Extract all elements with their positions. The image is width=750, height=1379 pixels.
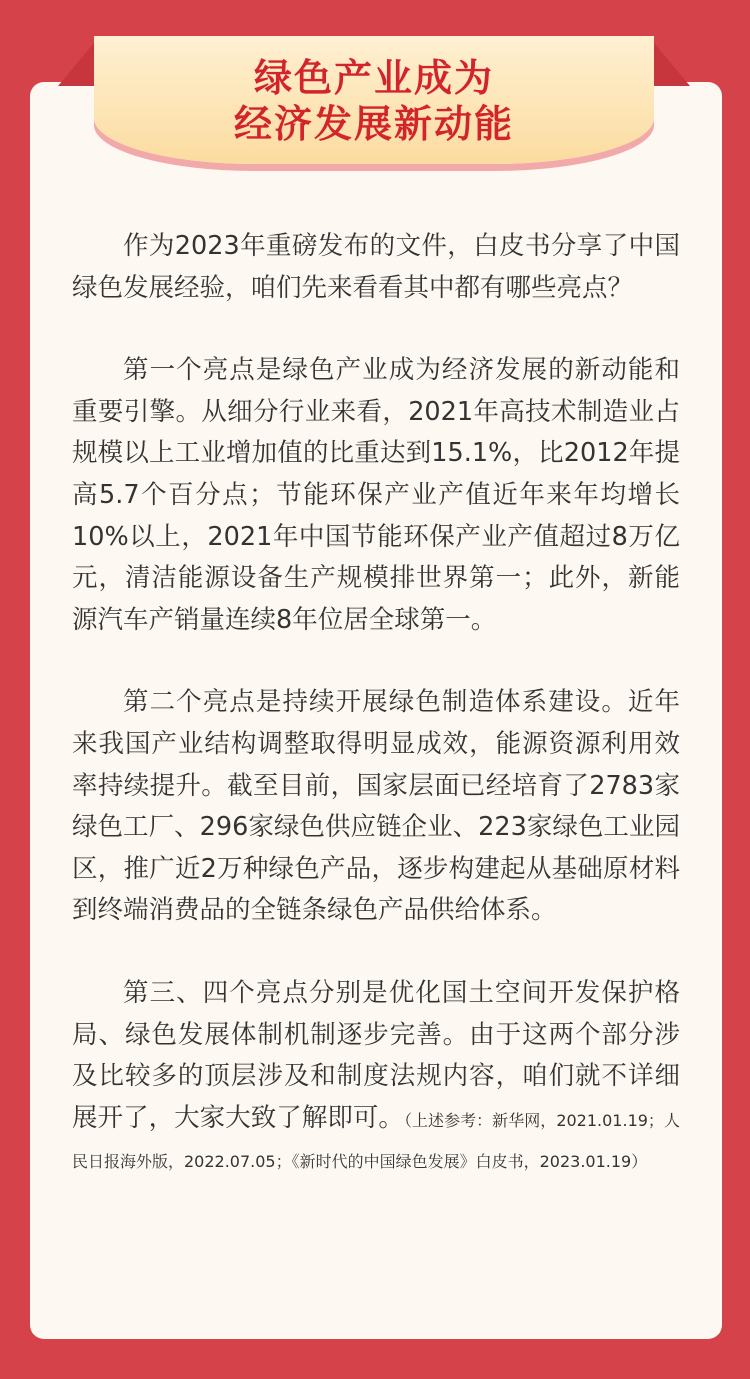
title-line-1: 绿色产业成为 (253, 56, 494, 100)
reference-note: （上述参考：新华网，2021.01.19；人民日报海外版，2022.07.05；《新时代的中国绿色发展》白皮书，2023.01.19） (72, 1110, 680, 1172)
ribbon-tail-left (58, 38, 98, 86)
ribbon-tail-right (650, 38, 690, 86)
paragraph-highlight-3-4 (72, 973, 680, 1181)
title-line-2: 经济发展新动能 (233, 102, 514, 146)
paragraph-highlight-3-4-text: 第三、四个亮点分别是优化国土空间开发保护格局、绿色发展体制机制逐步完善。由于这两个部分涉及比较多的顶层涉及和制度法规内容，咱们就不详细展开了，大家大致了解即可。 (72, 977, 680, 1133)
article-body (72, 226, 680, 1181)
title-banner (94, 36, 654, 164)
paragraph-highlight-1: 第一个亮点是绿色产业成为经济发展的新动能和重要引擎。从细分行业来看，2021年高技术制造业占规模以上工业增加值的比重达到15.1%，比2012年提高5.7个百分点；节能环保产业产值近年来年均增长10%以上，2021年中国节能环保产业产值超过8万亿元，清洁能源设备生产规模排世界第一；此外，新能源汽车产销量连续8年位居全球第一。 (72, 355, 680, 635)
paragraph-intro: 作为2023年重磅发布的文件，白皮书分享了中国绿色发展经验，咱们先来看看其中都有哪些亮点？ (72, 231, 680, 303)
paragraph-highlight-2: 第二个亮点是持续开展绿色制造体系建设。近年来我国产业结构调整取得明显成效，能源资源利用效率持续提升。截至目前，国家层面已经培育了2783家绿色工厂、296家绿色供应链企业、223家绿色工业园区，推广近2万种绿色产品，逐步构建起从基础原材料到终端消费品的全链条绿色产品供给体系。 (72, 687, 680, 926)
